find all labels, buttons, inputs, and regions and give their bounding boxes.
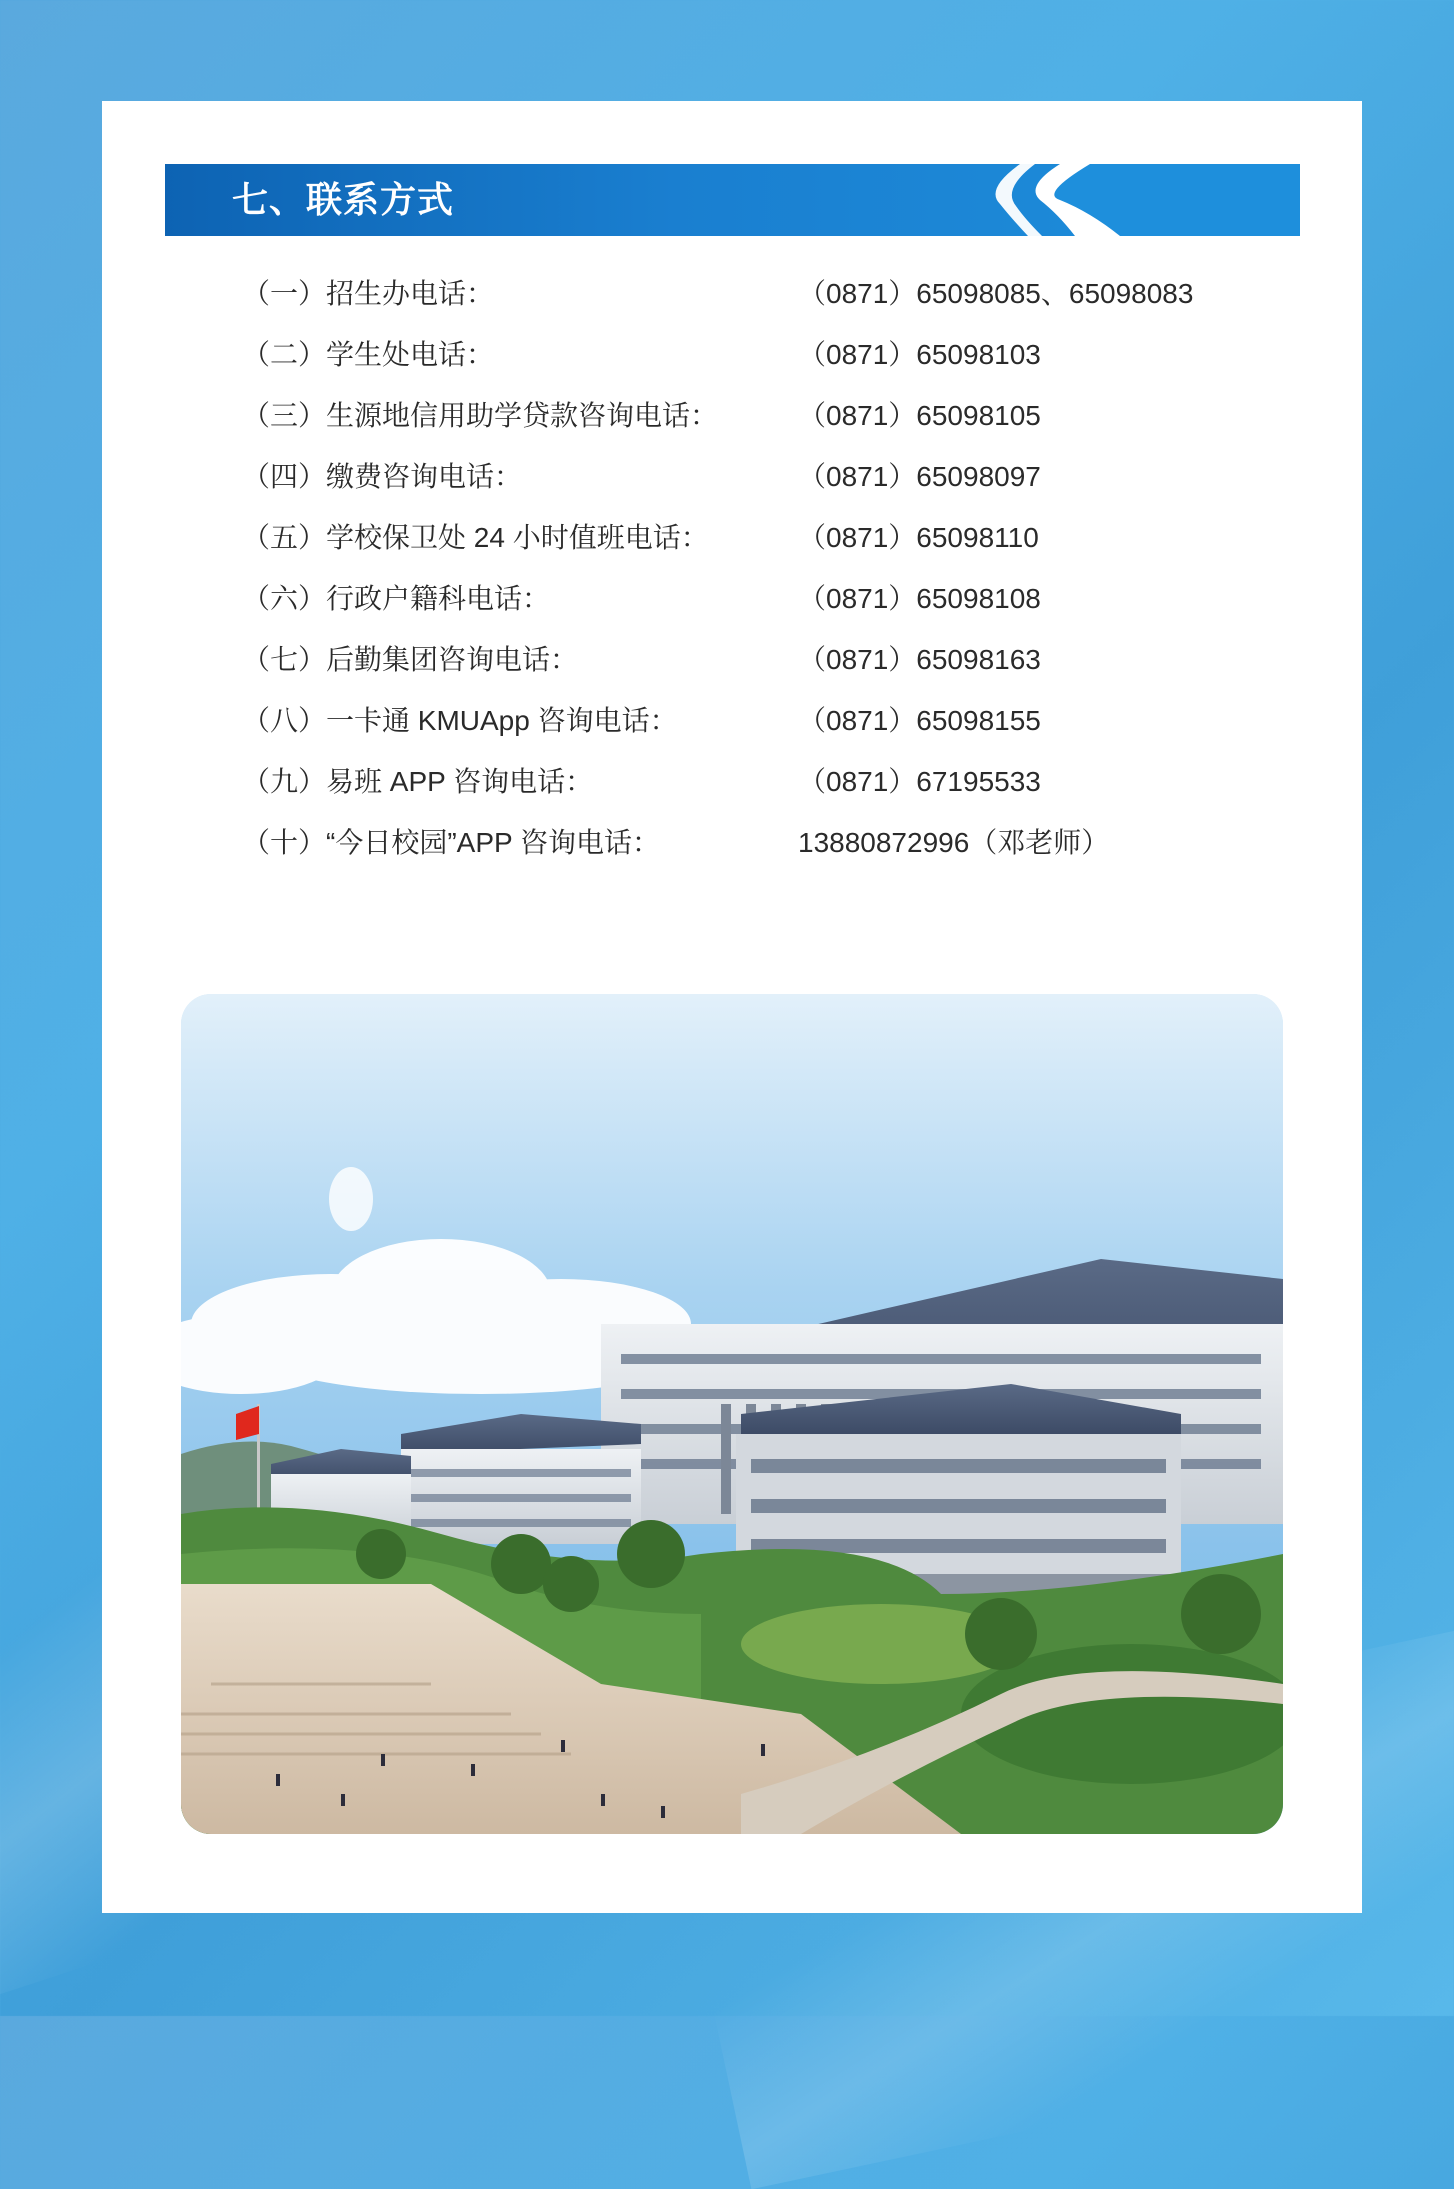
contact-phone: （0871）65098163 [798,643,1041,675]
contact-phone: （0871）65098108 [798,582,1041,614]
contact-label: （九）易班 APP 咨询电话： [242,765,594,797]
contact-list [242,261,1292,871]
contact-label: （三）生源地信用助学贷款咨询电话： [242,399,719,431]
list-item [242,261,1292,322]
campus-photo [181,994,1283,1834]
contact-label: （八）一卡通 KMUApp 咨询电话： [242,704,678,736]
contact-phone: （0871）65098105 [798,399,1041,431]
section-title: 七、联系方式 [232,179,455,220]
contact-phone: （0871）65098110 [798,521,1039,553]
document-page [102,101,1362,1913]
list-item [242,627,1292,688]
campus-illustration [181,994,1283,1834]
contact-phone: （0871）67195533 [798,765,1041,797]
section-header-bar [165,164,1300,236]
list-item [242,444,1292,505]
list-item [242,383,1292,444]
contact-phone: 13880872996（邓老师） [798,826,1110,858]
contact-label: （十）“今日校园”APP 咨询电话： [242,826,660,858]
bar-decoration-icon [980,164,1300,236]
contact-label: （六）行政户籍科电话： [242,582,551,614]
list-item [242,505,1292,566]
contact-phone: （0871）65098085、65098083 [798,277,1194,309]
contact-label: （五）学校保卫处 24 小时值班电话： [242,521,709,553]
contact-label: （七）后勤集团咨询电话： [242,643,579,675]
list-item [242,810,1292,871]
contact-label: （四）缴费咨询电话： [242,460,523,492]
contact-phone: （0871）65098103 [798,338,1041,370]
contact-phone: （0871）65098097 [798,460,1041,492]
contact-label: （二）学生处电话： [242,338,495,370]
list-item [242,566,1292,627]
list-item [242,749,1292,810]
contact-phone: （0871）65098155 [798,704,1041,736]
contact-label: （一）招生办电话： [242,277,495,309]
list-item [242,322,1292,383]
list-item [242,688,1292,749]
